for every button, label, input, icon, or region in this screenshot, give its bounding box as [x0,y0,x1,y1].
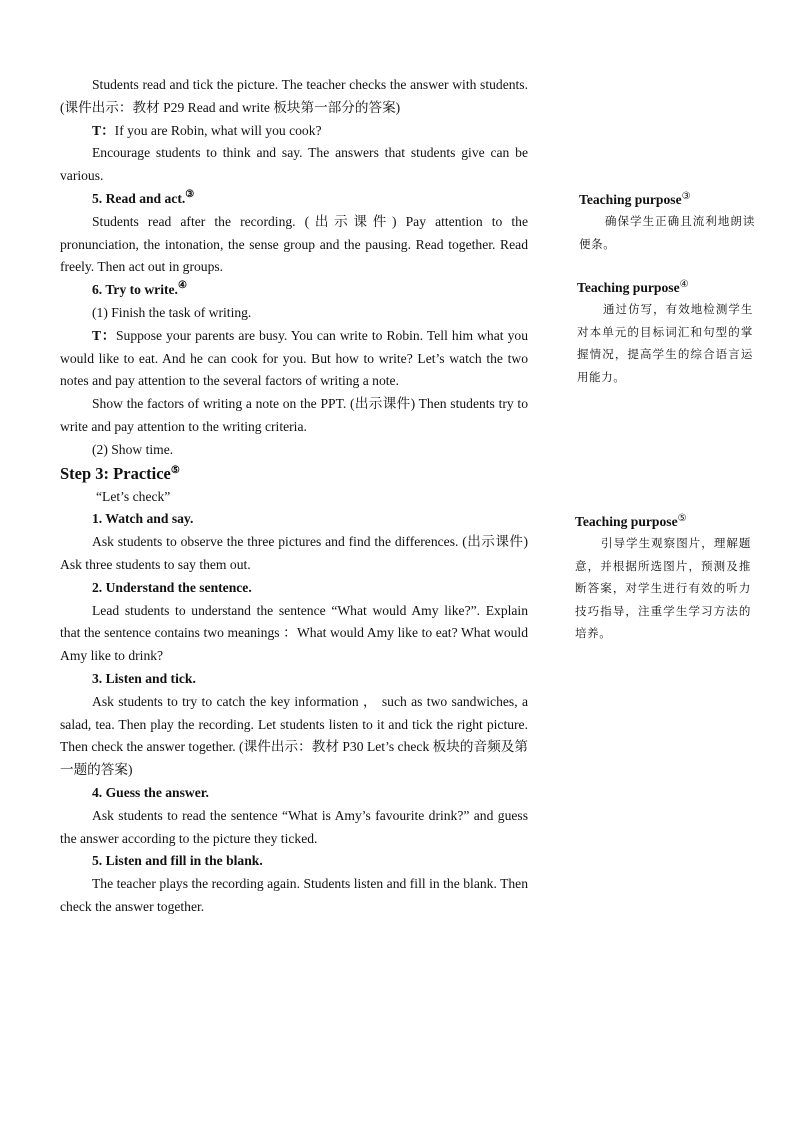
note-title [577,278,753,298]
note-mark: ④ [679,279,689,290]
note-body: 确保学生正确且流利地朗读便条。 [579,214,755,251]
heading-try-to-write-text: 6. Try to write. [92,282,178,298]
paragraph-listen-and-tick: Ask students to try to catch the key information ， such as two sandwiches, a salad, tea. Then play the recording. Let students listen to it and tick the right picture. Then check the answer together. (课件出示：教材 P30 Let’s check 板块的音频及第一题的答案) [60,693,528,778]
teacher-label: T： [92,122,115,138]
note-mark: ③ [681,191,691,202]
teacher-line-suppose [60,325,528,393]
heading-understand: 2. Understand the sentence. [92,579,252,595]
footnote-mark-3: ③ [185,188,195,200]
heading-read-and-act-text: 5. Read and act. [92,190,186,206]
paragraph-finish-task: (1) Finish the task of writing. [92,304,252,320]
note-title [575,512,751,532]
note-title-text: Teaching purpose [575,514,678,529]
heading-guess: 4. Guess the answer. [92,784,209,800]
note-title-text: Teaching purpose [579,192,682,207]
note-body: 通过仿写，有效地检测学生对本单元的目标词汇和句型的掌握情况，提高学生的综合语言运用能力。 [577,302,753,384]
paragraph-guess: Ask students to read the sentence “What is Amy’s favourite drink?” and guess the answer according to the picture they ticked. [60,807,528,846]
teaching-purpose-note-4 [577,278,753,388]
heading-read-and-act [60,188,528,211]
paragraph-recording: Students read after the recording. (出示课件) Pay attention to the pronunciation, the intonation, the sense group and the pausing. Read together. Read freely. Then act out in groups. [60,213,528,275]
heading-fill-blank: 5. Listen and fill in the blank. [92,853,263,869]
lesson-plan-body [60,74,528,919]
teaching-purpose-note-3 [579,190,755,255]
paragraph-show-time: (2) Show time. [92,441,174,457]
paragraph-encourage: Encourage students to think and say. The answers that students give can be various. [60,145,528,184]
heading-try-to-write [60,279,528,302]
note-body: 引导学生观察图片，理解题意，并根据所选图片，预测及推断答案，对学生进行有效的听力技巧指导，注重学生学习方法的培养。 [575,536,751,640]
paragraph-observe: Ask students to observe the three pictures and find the differences. (出示课件) Ask three students to say them out. [60,534,528,572]
teacher-line-robin [60,120,528,143]
footnote-mark-4: ④ [177,280,187,292]
step3-heading [60,462,528,486]
step3-heading-text: Step 3: Practice [60,463,171,483]
paragraph-understand: Lead students to understand the sentence “What would Amy like?”. Explain that the sentence contains two meanings ：What would Amy like to eat? What would Amy like to drink? [60,602,528,664]
teacher-question: If you are Robin, what will you cook? [114,122,322,138]
note-title-text: Teaching purpose [577,280,680,295]
note-mark: ⑤ [677,513,687,524]
note-title [579,190,755,210]
lets-check-label: “Let’s check” [96,488,171,504]
paragraph-read-and-tick: Students read and tick the picture. The teacher checks the answer with students. (课件出示：教材 P29 Read and write 板块第一部分的答案) [60,77,528,115]
heading-watch-and-say: 1. Watch and say. [92,511,194,527]
paragraph-fill-blank: The teacher plays the recording again. Students listen and fill in the blank. Then check the answer together. [60,876,528,914]
teacher-label: T： [92,327,116,343]
paragraph-factors: Show the factors of writing a note on the PPT. (出示课件) Then students try to write and pay attention to the writing criteria. [60,396,528,434]
teaching-purpose-note-5 [575,512,751,645]
teacher-instruction: Suppose your parents are busy. You can write to Robin. Tell him what you would like to eat. And he can cook for you. But how to write? Let’s watch the two notes and pay attention to the several factors of writing a note. [60,327,528,389]
footnote-mark-5: ⑤ [170,464,180,476]
heading-listen-and-tick: 3. Listen and tick. [92,670,196,686]
